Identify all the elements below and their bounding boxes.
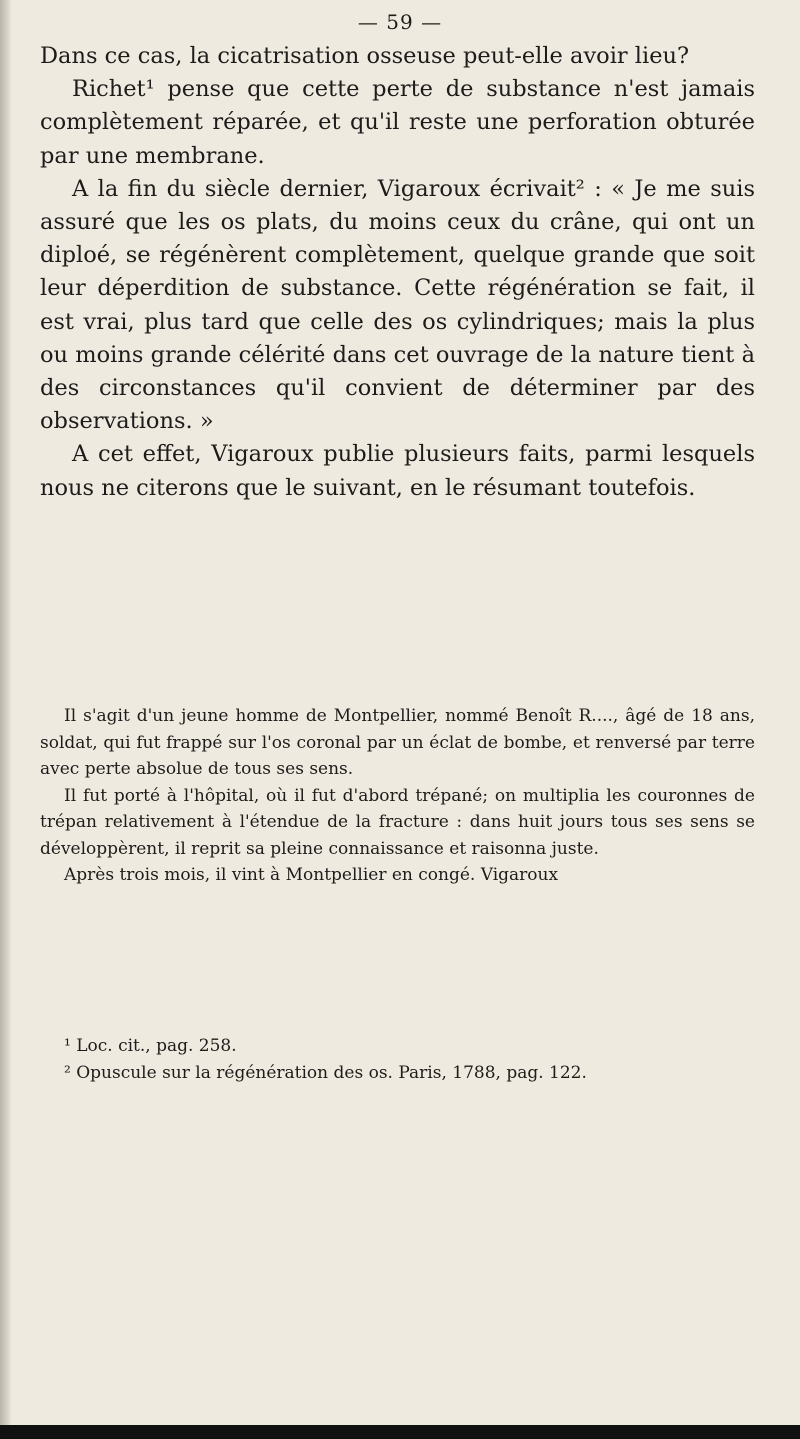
scan-bottom-edge: [0, 1425, 800, 1439]
paragraph-question: Dans ce cas, la cicatrisation osseuse peut-elle avoir lieu?: [40, 43, 690, 69]
paragraph-richet: Richet¹ pense que cette perte de substance n'est jamais complètement réparée, et qu'il reste une perforation obturée par une membrane.: [40, 76, 755, 169]
footnote-2: ² Opuscule sur la régénération des os. Paris, 1788, pag. 122.: [64, 1063, 587, 1083]
paragraph-vigaroux-quote: A la fin du siècle dernier, Vigaroux écrivait² : « Je me suis assuré que les os plats, du moins ceux du crâne, qui ont un diploé, se régénèrent complètement, quelque grande que soit leur déperdition de substance. Cette régénération se fait, il est vrai, plus tard que celle des os cylindriques; mais la plus ou moins grande célérité dans cet ouvrage de la nature tient à des circonstances qu'il convient de déterminer par des observations. »: [40, 175, 755, 435]
paragraph-vigaroux-facts: A cet effet, Vigaroux publie plusieurs faits, parmi lesquels nous ne citerons que le suivant, en le résumant toutefois.: [40, 441, 755, 501]
footnote-1: ¹ Loc. cit., pag. 258.: [64, 1036, 237, 1056]
page-number: — 59 —: [357, 10, 443, 34]
book-spine-shadow: [0, 0, 12, 1439]
main-text: [40, 40, 755, 505]
observation-paragraph: Il s'agit d'un jeune homme de Montpellier, nommé Benoît R...., âgé de 18 ans, soldat, qui fut frappé sur l'os coronal par un éclat de bombe, et renversé par terre avec perte absolue de tous ses sens.: [40, 706, 755, 779]
observation-paragraph: Il fut porté à l'hôpital, où il fut d'abord trépané; on multiplia les couronnes de trépan relativement à l'étendue de la fracture : dans huit jours tous ses sens se développèrent, il reprit sa pleine connaissance et raisonna juste.: [40, 785, 755, 859]
footnotes: [40, 1033, 755, 1087]
clinical-observation: [40, 703, 755, 889]
observation-paragraph: Après trois mois, il vint à Montpellier en congé. Vigaroux: [64, 865, 559, 885]
